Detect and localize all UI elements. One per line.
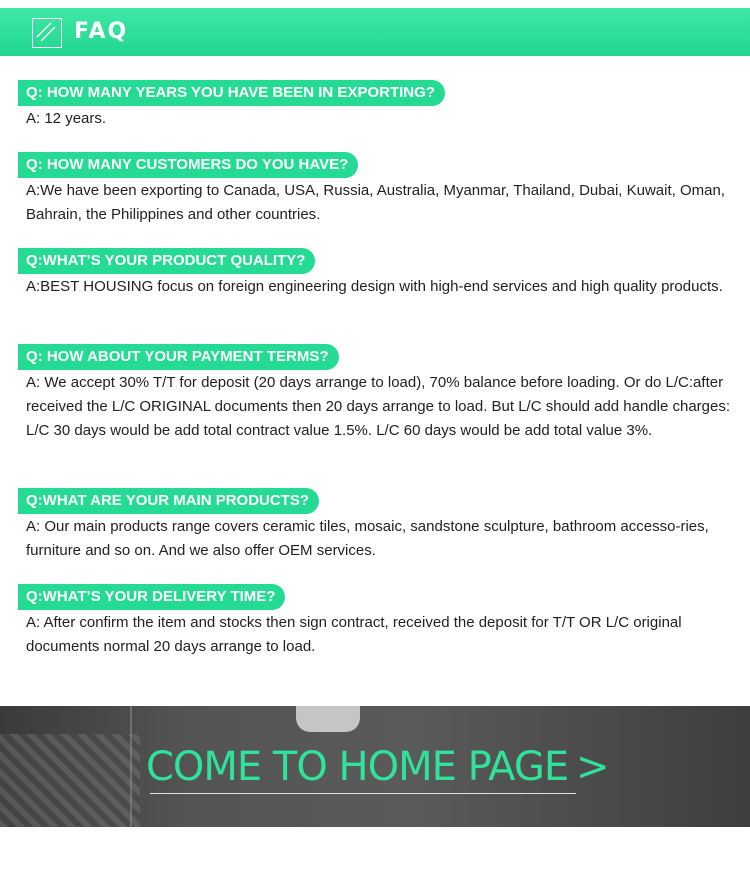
faq-title: FAQ xyxy=(74,19,129,44)
answer-text: A:We have been exporting to Canada, USA, Russia, Australia, Myanmar, Thailand, Dubai, Kuwait, Oman, Bahrain, the Philippines and other countries. xyxy=(26,182,725,223)
chevron-right-icon[interactable]: > xyxy=(576,744,610,790)
home-page-link[interactable]: COME TO HOME PAGE xyxy=(146,744,569,790)
question-label: Q:WHAT’S YOUR PRODUCT QUALITY? xyxy=(18,248,315,274)
banner-vase-shape xyxy=(296,706,360,732)
banner-floor-pattern xyxy=(0,734,140,827)
answer-text: A:BEST HOUSING focus on foreign engineering design with high-end services and high quality products. xyxy=(26,278,723,295)
question-label: Q:WHAT ARE YOUR MAIN PRODUCTS? xyxy=(18,488,319,514)
answer-text: A: Our main products range covers ceramic tiles, mosaic, sandstone sculpture, bathroom accesso-ries, furniture and so on. And we also offer OEM services. xyxy=(26,518,709,559)
question-label: Q: HOW MANY YEARS YOU HAVE BEEN IN EXPORTING? xyxy=(18,80,445,106)
cta-underline xyxy=(150,793,576,794)
answer-text: A: After confirm the item and stocks then sign contract, received the deposit for T/T OR L/C original documents normal 20 days arrange to load. xyxy=(26,614,682,655)
question-label: Q:WHAT’S YOUR DELIVERY TIME? xyxy=(18,584,285,610)
banner-glass-edge xyxy=(130,706,132,827)
faq-header xyxy=(0,8,750,56)
question-label: Q: HOW MANY CUSTOMERS DO YOU HAVE? xyxy=(18,152,358,178)
diagonal-lines-square-icon xyxy=(32,18,62,48)
question-label: Q: HOW ABOUT YOUR PAYMENT TERMS? xyxy=(18,344,339,370)
home-page-banner[interactable] xyxy=(0,706,750,827)
answer-text: A: We accept 30% T/T for deposit (20 days arrange to load), 70% balance before loading. Or do L/C:after received the L/C ORIGINAL documents then 20 days arrange to load. But L/C should add handle charges: L/C 30 days would be add total contract value 1.5%. L/C 60 days would be add total value 3%. xyxy=(26,374,731,439)
answer-text: A: 12 years. xyxy=(26,110,107,127)
